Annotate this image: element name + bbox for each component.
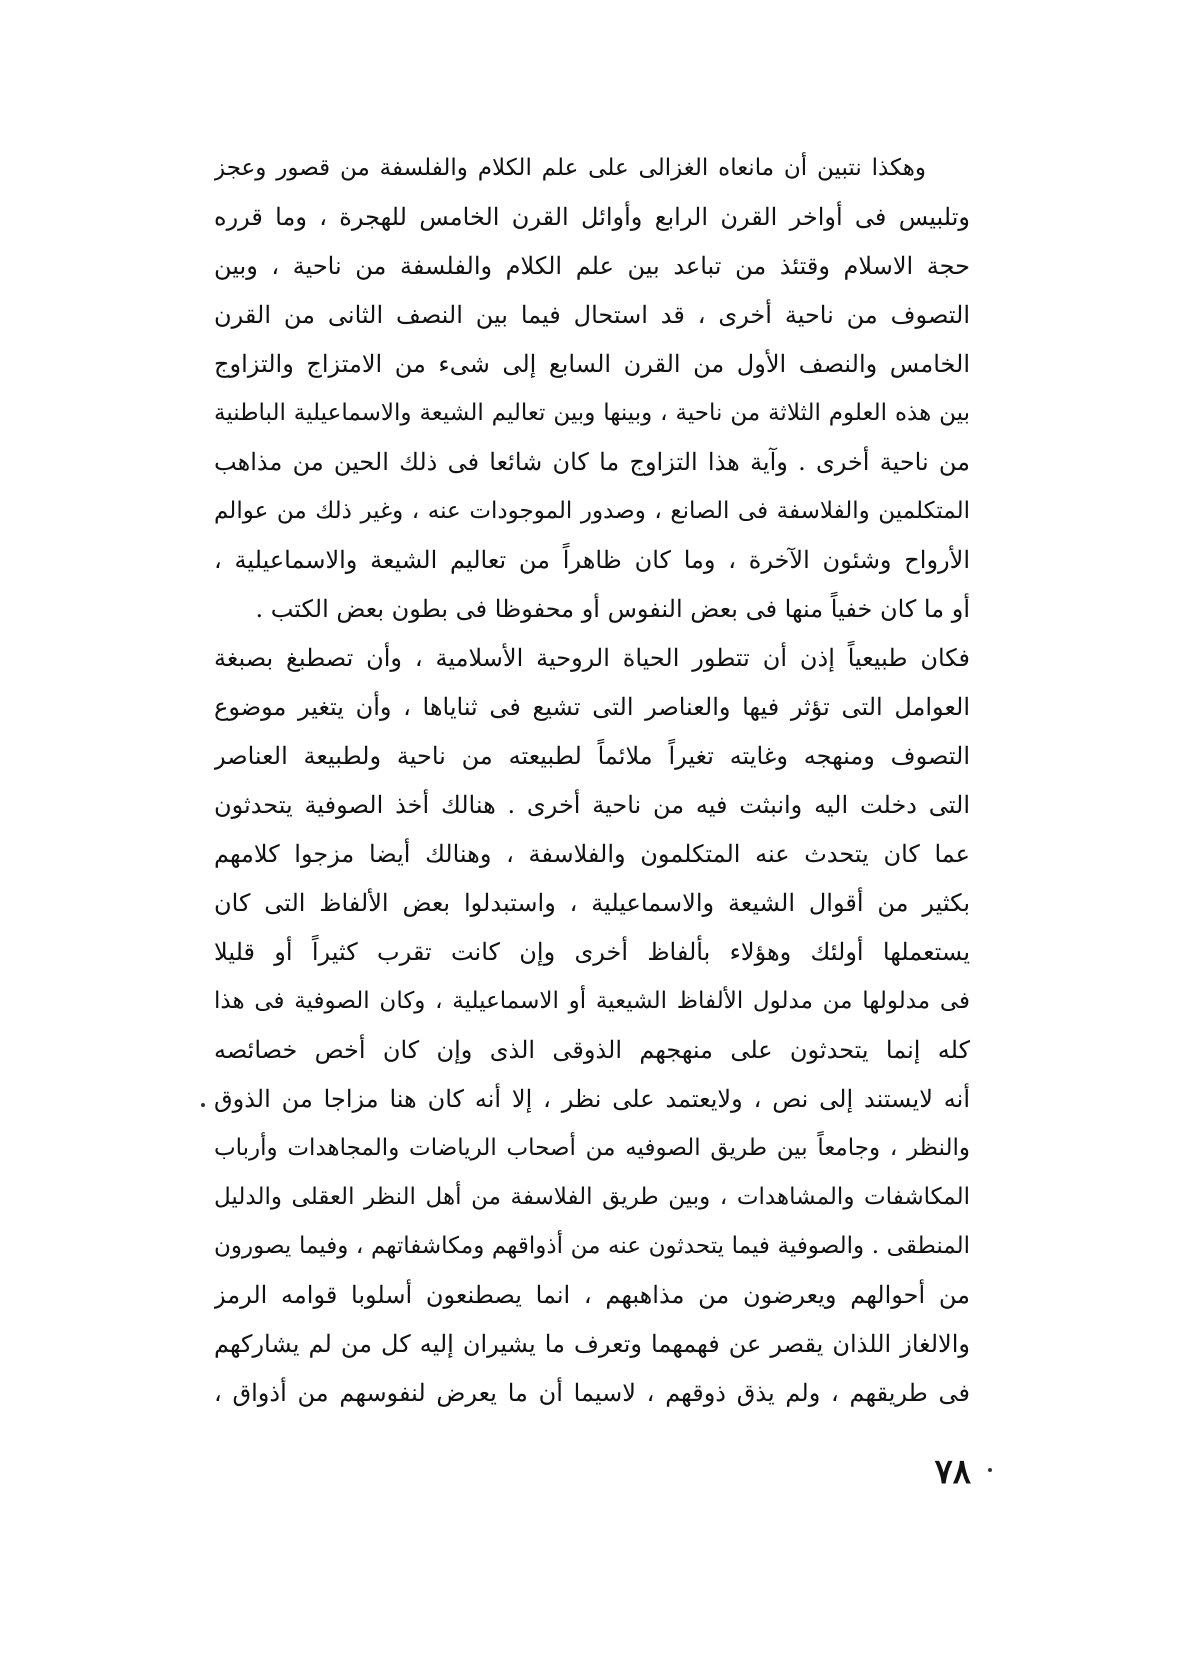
text-line: يستعملها أولئك وهؤلاء بألفاظ أخرى وإن كانت تقرب كثيراً أو قليلا (214, 938, 970, 966)
text-line: أنه لايستند إلى نص ، ولايعتمد على نظر ، إلا أنه كان هنا مزاجا من الذوق (214, 1085, 970, 1113)
text-line: أو ما كان خفياً منها فى بعض النفوس أو محفوظا فى بطون بعض الكتب . (255, 595, 970, 623)
text-line: والالغاز اللذان يقصر عن فهمهما وتعرف ما يشيران إليه كل من لم يشاركهم (214, 1330, 970, 1358)
text-line: فكان طبيعياً إذن أن تتطور الحياة الروحية الأسلامية ، وأن تصطبغ بصبغة (214, 644, 970, 672)
text-line: الخامس والنصف الأول من القرن السابع إلى شىء من الامتزاج والتزاوج (214, 350, 970, 378)
text-line: المكاشفات والمشاهدات ، وبين طريق الفلاسفة من أهل النظر العقلى والدليل (214, 1184, 970, 1210)
text-line: المتكلمين والفلاسفة فى الصانع ، وصدور الموجودات عنه ، وغير ذلك من عوالم (214, 498, 970, 524)
text-line: وهكذا نتبين أن مانعاه الغزالى على علم الكلام والفلسفة من قصور وعجز (214, 155, 926, 181)
text-line: فى مدلولها من مدلول الألفاظ الشيعية أو الاسماعيلية ، وكان الصوفية فى هذا (214, 988, 970, 1014)
text-line: التى دخلت اليه وانبثت فيه من ناحية أخرى . هنالك أخذ الصوفية يتحدثون (214, 791, 970, 819)
text-line: التصوف ومنهجه وغايته تغيراً ملائماً لطبيعته من ناحية ولطبيعة العناصر (214, 742, 970, 770)
body-text (214, 144, 970, 1418)
text-line: حجة الاسلام وقتئذ من تباعد بين علم الكلام والفلسفة من ناحية ، وبين (214, 252, 970, 280)
text-line: العوامل التى تؤثر فيها والعناصر التى تشيع فى ثناياها ، وأن يتغير موضوع (214, 693, 970, 721)
ink-speck (988, 1468, 992, 1472)
text-line: من أحوالهم ويعرضون من مذاهبهم ، انما يصطنعون أسلوبا قوامه الرمز (214, 1281, 970, 1309)
text-line: من ناحية أخرى . وآية هذا التزاوج ما كان شائعا فى ذلك الحين من مذاهب (214, 448, 970, 476)
text-line: فى طريقهم ، ولم يذق ذوقهم ، لاسيما أن ما يعرض لنفوسهم من أذواق ، (214, 1379, 970, 1407)
text-line: الأرواح وشئون الآخرة ، وما كان ظاهراً من تعاليم الشيعة والاسماعيلية ، (214, 546, 970, 574)
text-line: المنطقى . والصوفية فيما يتحدثون عنه من أذواقهم ومكاشفاتهم ، وفيما يصورون (214, 1233, 970, 1259)
text-line: بكثير من أقوال الشيعة والاسماعيلية ، واستبدلوا بعض الألفاظ التى كان (214, 889, 970, 917)
text-line: وتلبيس فى أواخر القرن الرابع وأوائل القرن الخامس للهجرة ، وما قرره (214, 203, 970, 231)
page-number: ٧٨ (934, 1452, 971, 1492)
text-line: التصوف من ناحية أخرى ، قد استحال فيما بين النصف الثانى من القرن (214, 301, 970, 329)
text-line: والنظر ، وجامعاً بين طريق الصوفيه من أصحاب الرياضات والمجاهدات وأرباب (214, 1135, 970, 1161)
ink-speck (201, 1103, 205, 1107)
text-line: كله إنما يتحدثون على منهجهم الذوقى الذى وإن كان أخص خصائصه (214, 1036, 970, 1064)
text-line: بين هذه العلوم الثلاثة من ناحية ، وبينها وبين تعاليم الشيعة والاسماعيلية الباطنية (214, 400, 970, 426)
text-line: عما كان يتحدث عنه المتكلمون والفلاسفة ، وهنالك أيضا مزجوا كلامهم (214, 840, 970, 868)
